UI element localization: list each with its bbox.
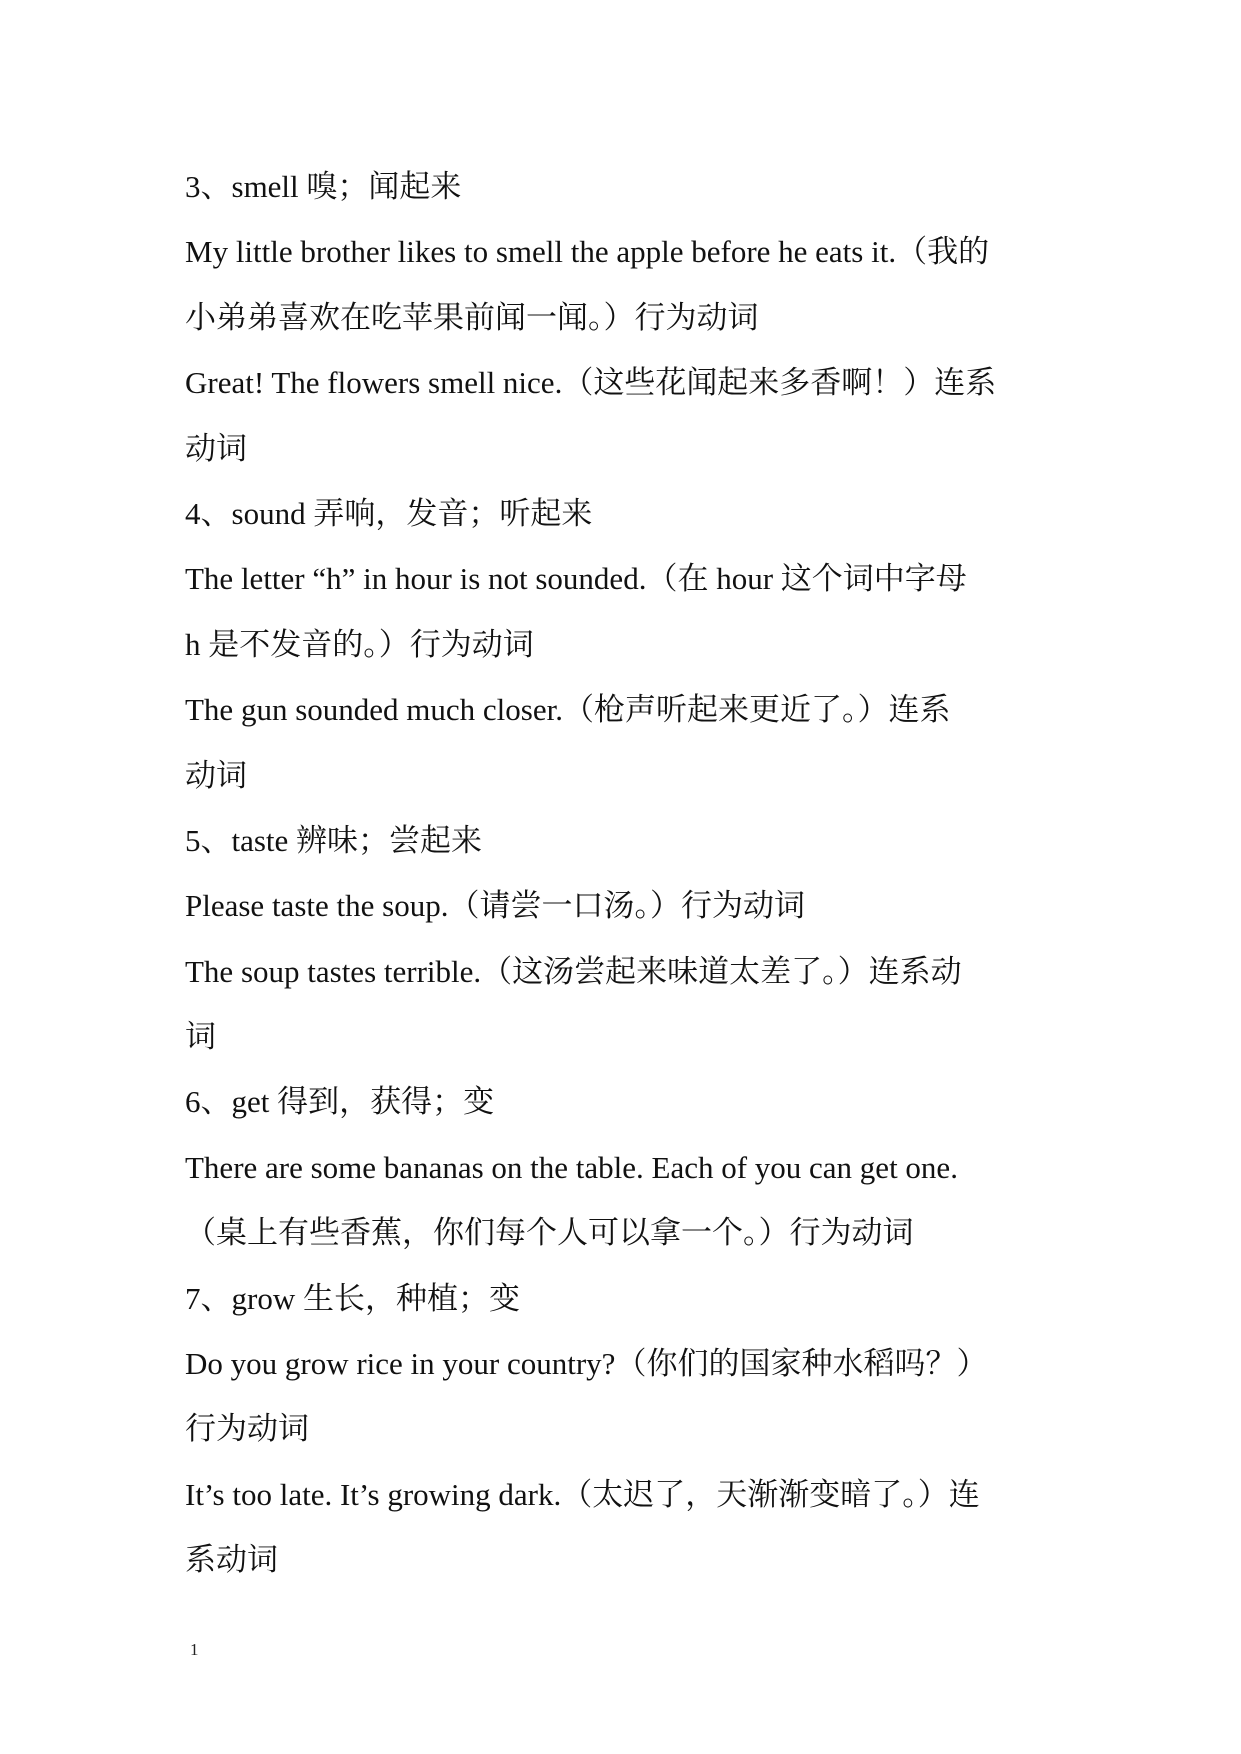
text-line: Please taste the soup.（请尝一口汤。）行为动词	[185, 888, 805, 924]
text-line: It’s too late. It’s growing dark.（太迟了，天渐渐变暗了。）连	[185, 1476, 980, 1512]
text-line: 小弟弟喜欢在吃苹果前闻一闻。）行为动词	[185, 299, 759, 335]
text-line: h 是不发音的。）行为动词	[185, 626, 534, 662]
heading-taste: 5、taste 辨味；尝起来	[185, 822, 483, 858]
heading-grow: 7、grow 生长，种植；变	[185, 1280, 520, 1316]
text-line: Do you grow rice in your country?（你们的国家种水稻吗？）	[185, 1346, 988, 1382]
text-line: 词	[185, 1019, 216, 1055]
page-number: 1	[190, 1640, 199, 1659]
heading-sound: 4、sound 弄响，发音；听起来	[185, 495, 593, 531]
text-line: The soup tastes terrible.（这汤尝起来味道太差了。）连系动	[185, 953, 962, 989]
text-line: My little brother likes to smell the apple before he eats it.（我的	[185, 234, 990, 270]
text-line: 动词	[185, 757, 247, 793]
text-line: The letter “h” in hour is not sounded.（在 hour 这个词中字母	[185, 561, 967, 597]
heading-get: 6、get 得到，获得；变	[185, 1084, 495, 1120]
text-line: 系动词	[185, 1542, 278, 1578]
text-line: Great! The flowers smell nice.（这些花闻起来多香啊！）连系	[185, 365, 997, 401]
document-body	[185, 154, 1065, 1593]
text-line: There are some bananas on the table. Each of you can get one.	[185, 1149, 958, 1185]
text-line: The gun sounded much closer.（枪声听起来更近了。）连系	[185, 692, 951, 728]
text-line: （桌上有些香蕉，你们每个人可以拿一个。）行为动词	[185, 1215, 914, 1251]
text-line: 行为动词	[185, 1411, 309, 1447]
text-line: 动词	[185, 430, 247, 466]
heading-smell: 3、smell 嗅；闻起来	[185, 169, 462, 204]
